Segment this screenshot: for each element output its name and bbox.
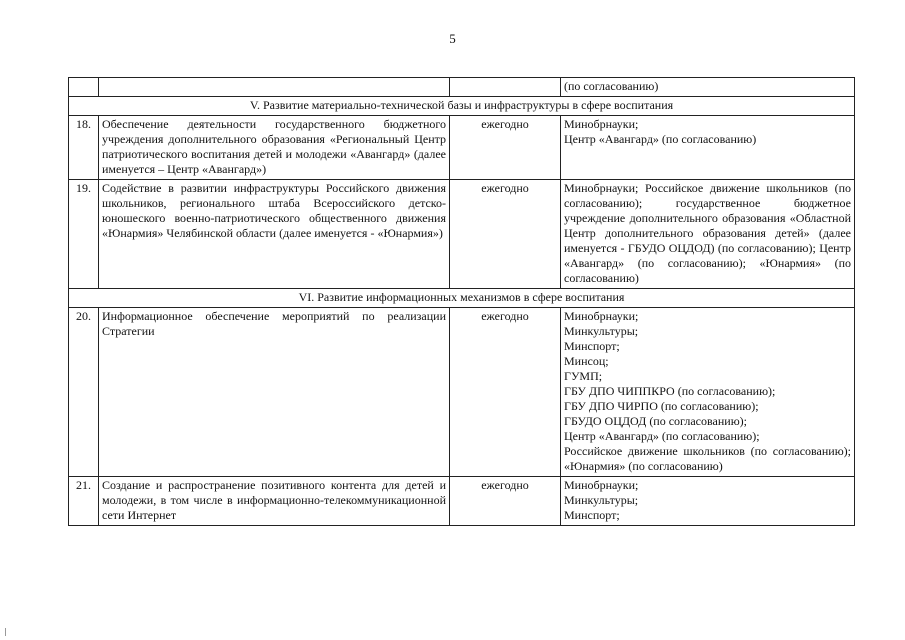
participant-line: Минобрнауки; xyxy=(564,309,639,323)
participant-line: ГБУДО ОЦДОД (по согласованию); xyxy=(564,414,747,428)
cell-num xyxy=(69,78,99,97)
participant-line: Минспорт; xyxy=(564,508,620,522)
event-participants: Минобрнауки; Российское движение школьников (по согласованию); государственное бюджетное учреждение дополнительного образования «Областной Центр дополнительного образования детей» (далее именуется - ГБУДО ОЦДОД) (по согласованию); Центр «Авангард» (по согласованию); «Юнармия» (по согласованию) xyxy=(561,180,855,289)
section-title: VI. Развитие информационных механизмов в сфере воспитания xyxy=(69,289,855,308)
event-term: ежегодно xyxy=(450,180,561,289)
event-participants xyxy=(561,116,855,180)
table-row-19 xyxy=(69,180,855,289)
participant-line: Минобрнауки; xyxy=(564,478,639,492)
participant-line: ГУМП; xyxy=(564,369,603,383)
event-term: ежегодно xyxy=(450,477,561,526)
event-description: Информационное обеспечение мероприятий по реализации Стратегии xyxy=(99,308,450,477)
participant-line: Минсоц; xyxy=(564,354,609,368)
section-header-vi xyxy=(69,289,855,308)
table-row-20 xyxy=(69,308,855,477)
participant-line: ГБУ ДПО ЧИППКРО (по согласованию); xyxy=(564,384,776,398)
participant-line: Минкультуры; xyxy=(564,324,639,338)
row-number: 19. xyxy=(69,180,99,289)
row-number: 18. xyxy=(69,116,99,180)
participant-line: Российское движение школьников (по согласованию); «Юнармия» (по согласованию) xyxy=(564,444,851,473)
row-number: 20. xyxy=(69,308,99,477)
event-description: Создание и распространение позитивного контента для детей и молодежи, в том числе в информационно-телекоммуникационной сети Интернет xyxy=(99,477,450,526)
participant-line: Минкультуры; xyxy=(564,493,639,507)
participant-line: Минспорт; xyxy=(564,339,620,353)
cell-term xyxy=(450,78,561,97)
participant-line: ГБУ ДПО ЧИРПО (по согласованию); xyxy=(564,399,759,413)
cell-participants: (по согласованию) xyxy=(561,78,855,97)
page-number: 5 xyxy=(449,31,456,46)
participant-line: Центр «Авангард» (по согласованию) xyxy=(564,132,757,146)
events-table xyxy=(68,77,855,526)
participant-line: Минобрнауки; xyxy=(564,117,639,131)
table-row-continued xyxy=(69,78,855,97)
event-participants xyxy=(561,308,855,477)
event-description: Обеспечение деятельности государственного бюджетного учреждения дополнительного образования «Региональный Центр патриотического воспитания детей и молодежи «Авангард» (далее именуется – Центр «Авангард») xyxy=(99,116,450,180)
event-term: ежегодно xyxy=(450,116,561,180)
section-header-v xyxy=(69,97,855,116)
event-term: ежегодно xyxy=(450,308,561,477)
section-title: V. Развитие материально-технической базы и инфраструктуры в сфере воспитания xyxy=(69,97,855,116)
table-row-21 xyxy=(69,477,855,526)
cell-event xyxy=(99,78,450,97)
event-participants xyxy=(561,477,855,526)
table-row-18 xyxy=(69,116,855,180)
participant-line: Центр «Авангард» (по согласованию); xyxy=(564,429,760,443)
row-number: 21. xyxy=(69,477,99,526)
event-description: Содействие в развитии инфраструктуры Российского движения школьников, регионального штаба Всероссийского детско-юношеского военно-патриотического общественного движения «Юнармия» Челябинской области (далее именуется - «Юнармия») xyxy=(99,180,450,289)
scan-artifact xyxy=(5,628,6,636)
